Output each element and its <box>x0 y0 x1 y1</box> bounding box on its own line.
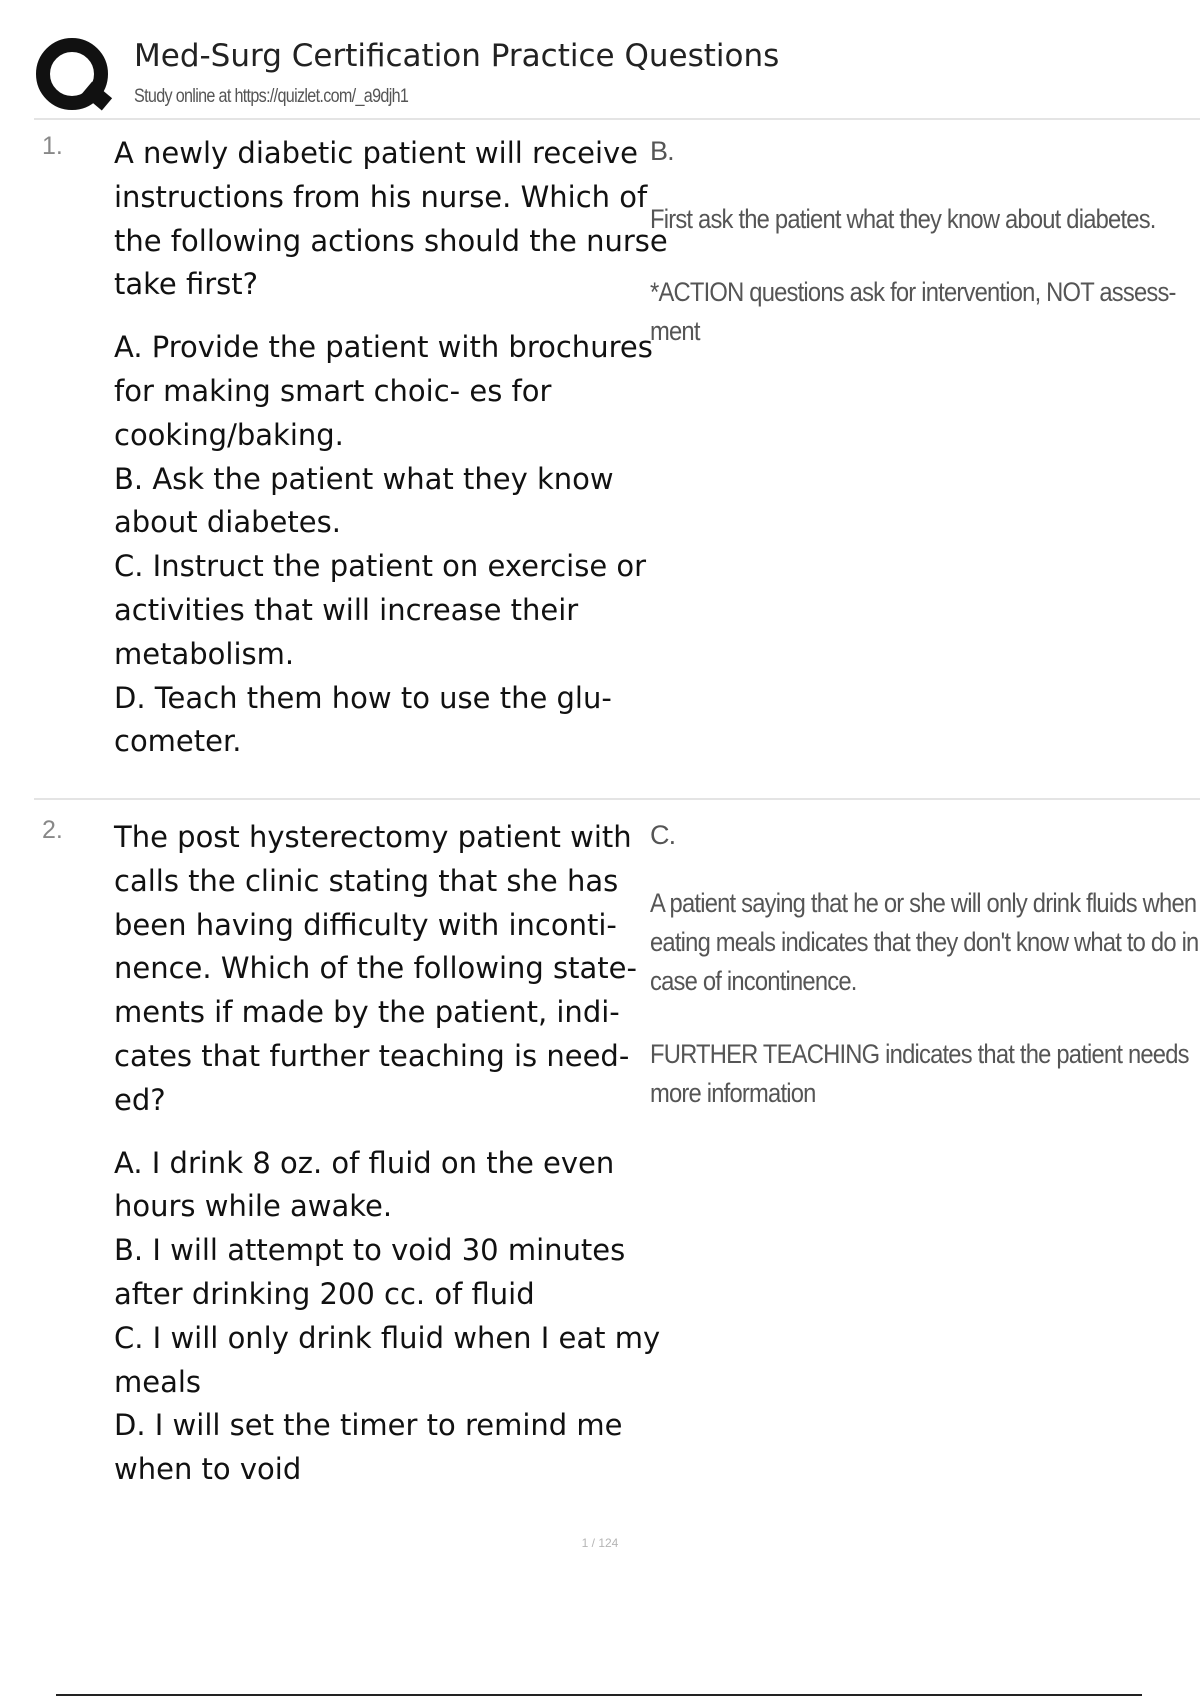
question-text: A newly diabetic patient will receive instructions from his nurse. Which of the following actions should the nurse take first? <box>114 136 668 302</box>
study-online-link[interactable]: Study online at https://quizlet.com/_a9djh1 <box>134 86 409 107</box>
option-d: D. I will set the timer to remind me when to void <box>114 1408 623 1487</box>
answer-block <box>650 816 1200 1147</box>
card-number: 1. <box>42 132 63 160</box>
quizlet-logo-icon <box>34 36 114 116</box>
option-b: B. I will attempt to void 30 minutes after drinking 200 cc. of fluid <box>114 1233 626 1311</box>
option-a: A. Provide the patient with brochures for making smart choic- es for cooking/baking. <box>114 330 653 452</box>
answer-letter: C. <box>650 820 676 850</box>
explanation-paragraph: A patient saying that he or she will only drink fluids when eating meals indicates that they don't know what to do in case of incontinence. <box>650 888 1199 996</box>
option-a: A. I drink 8 oz. of fluid on the even hours while awake. <box>114 1145 615 1224</box>
bottom-rule <box>56 1694 1142 1696</box>
explanation-paragraph: First ask the patient what they know about diabetes. <box>650 204 1156 234</box>
answer-block <box>650 132 1200 385</box>
explanation-paragraph: *ACTION questions ask for intervention, NOT assess- ment <box>650 277 1176 346</box>
page-title: Med-Surg Certification Practice Questions <box>134 38 780 74</box>
option-c: C. Instruct the patient on exercise or activities that will increase their metabolism. <box>114 549 647 671</box>
option-c: C. I will only drink fluid when I eat my meals <box>114 1320 661 1399</box>
option-b: B. Ask the patient what they know about diabetes. <box>114 461 614 540</box>
question-block <box>114 816 674 1492</box>
card-number: 2. <box>42 816 63 844</box>
page-indicator: 1 / 124 <box>581 1536 619 1550</box>
card-divider <box>34 798 1200 800</box>
explanation-paragraph: FURTHER TEACHING indicates that the patient needs more information <box>650 1039 1189 1108</box>
answer-letter: B. <box>650 136 674 166</box>
option-d: D. Teach them how to use the glu- cometer. <box>114 680 612 759</box>
question-block <box>114 132 674 764</box>
question-text: The post hysterectomy patient with calls the clinic stating that she has been having difficulty with inconti- nence. Which of the following state- ments if made by the patient, indi- cates that further teaching is need- ed? <box>114 820 637 1117</box>
page-header <box>34 34 1200 120</box>
